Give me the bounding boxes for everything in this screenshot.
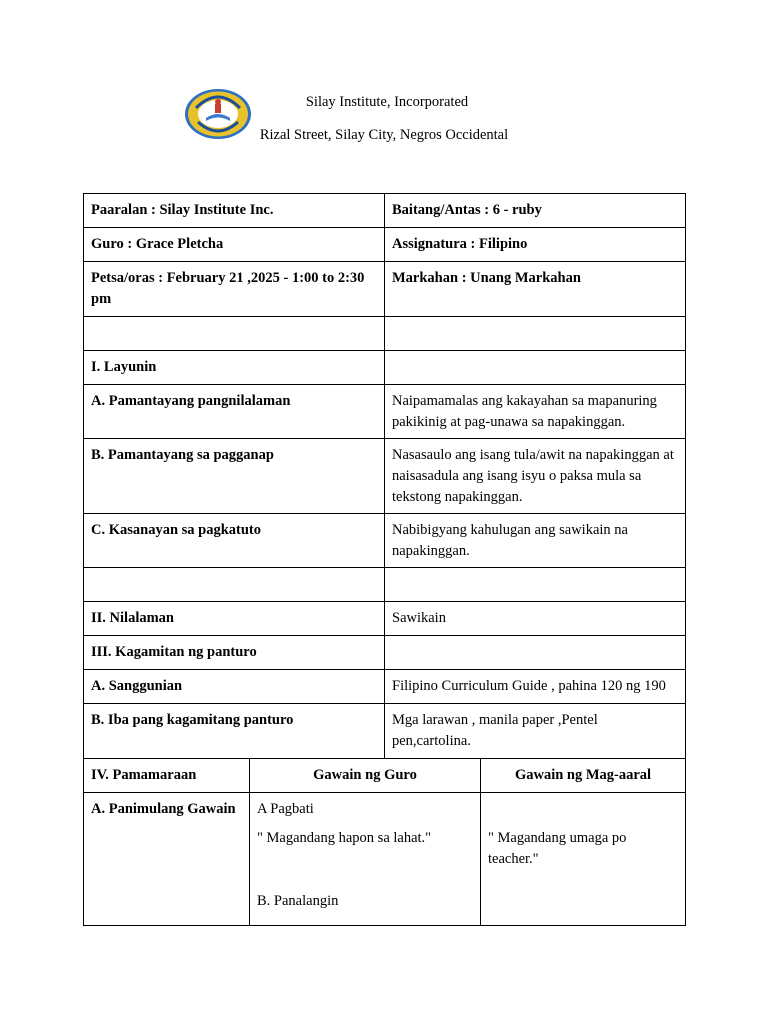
empty-cell	[385, 351, 686, 385]
sanggunian-label: A. Sanggunian	[84, 670, 385, 704]
guro-cell: Guro : Grace Pletcha	[84, 228, 385, 262]
empty-cell	[385, 317, 686, 351]
pangnilalaman-label: A. Pamantayang pangnilalaman	[84, 385, 385, 439]
empty-cell	[84, 317, 385, 351]
iba-pang-kagamitan-label: B. Iba pang kagamitang panturo	[84, 704, 385, 759]
school-address: Rizal Street, Silay City, Negros Occidental	[259, 127, 509, 143]
empty-cell	[385, 636, 686, 670]
table-row	[84, 793, 686, 926]
sanggunian-value: Filipino Curriculum Guide , pahina 120 ng 190	[385, 670, 686, 704]
layunin-title: I. Layunin	[84, 351, 385, 385]
table-row	[84, 439, 686, 514]
iba-pang-kagamitan-value: Mga larawan , manila paper ,Pentel pen,cartolina.	[385, 704, 686, 759]
table-row	[84, 568, 686, 602]
kagamitan-title: III. Kagamitan ng panturo	[84, 636, 385, 670]
petsa-cell: Petsa/oras : February 21 ,2025 - 1:00 to 2:30 pm	[84, 262, 385, 317]
markahan-cell: Markahan : Unang Markahan	[385, 262, 686, 317]
table-row	[84, 514, 686, 568]
table-row	[84, 636, 686, 670]
nilalaman-label: II. Nilalaman	[84, 602, 385, 636]
pagganap-value: Nasasaulo ang isang tula/awit na napakinggan at naisasadula ang isang isyu o paksa mula sa tekstong napakinggan.	[385, 439, 686, 514]
kasanayan-value: Nabibigyang kahulugan ang sawikain na napakinggan.	[385, 514, 686, 568]
gawain-magaaral-header: Gawain ng Mag-aaral	[481, 759, 686, 793]
school-name: Silay Institute, Incorporated	[305, 94, 469, 110]
gawain-guro-cell	[250, 793, 481, 926]
empty-cell	[385, 568, 686, 602]
empty-cell	[84, 568, 385, 602]
kasanayan-label: C. Kasanayan sa pagkatuto	[84, 514, 385, 568]
table-row	[84, 670, 686, 704]
baitang-cell: Baitang/Antas : 6 - ruby	[385, 194, 686, 228]
table-row	[84, 385, 686, 439]
table-row	[84, 262, 686, 317]
pagbati-text: A Pagbati	[257, 801, 314, 817]
table-row	[84, 704, 686, 759]
lesson-plan-table	[83, 193, 686, 926]
table-row	[84, 194, 686, 228]
nilalaman-value: Sawikain	[385, 602, 686, 636]
table-row	[84, 602, 686, 636]
assignatura-cell: Assignatura : Filipino	[385, 228, 686, 262]
gawain-guro-header: Gawain ng Guro	[250, 759, 481, 793]
table-row	[84, 759, 686, 793]
greeting-text: " Magandang hapon sa lahat."	[257, 830, 432, 846]
gawain-magaaral-cell	[481, 793, 686, 926]
table-row	[84, 351, 686, 385]
panalangin-text: B. Panalangin	[257, 893, 339, 909]
table-row	[84, 317, 686, 351]
pamamaraan-title: IV. Pamamaraan	[84, 759, 250, 793]
paaralan-cell: Paaralan : Silay Institute Inc.	[84, 194, 385, 228]
student-response-text: " Magandang umaga po teacher."	[488, 830, 627, 867]
table-row	[84, 228, 686, 262]
pagganap-label: B. Pamantayang sa pagganap	[84, 439, 385, 514]
panimulang-gawain-label: A. Panimulang Gawain	[84, 793, 250, 926]
pangnilalaman-value: Naipamamalas ang kakayahan sa mapanuring pakikinig at pag-unawa sa napakinggan.	[385, 385, 686, 439]
